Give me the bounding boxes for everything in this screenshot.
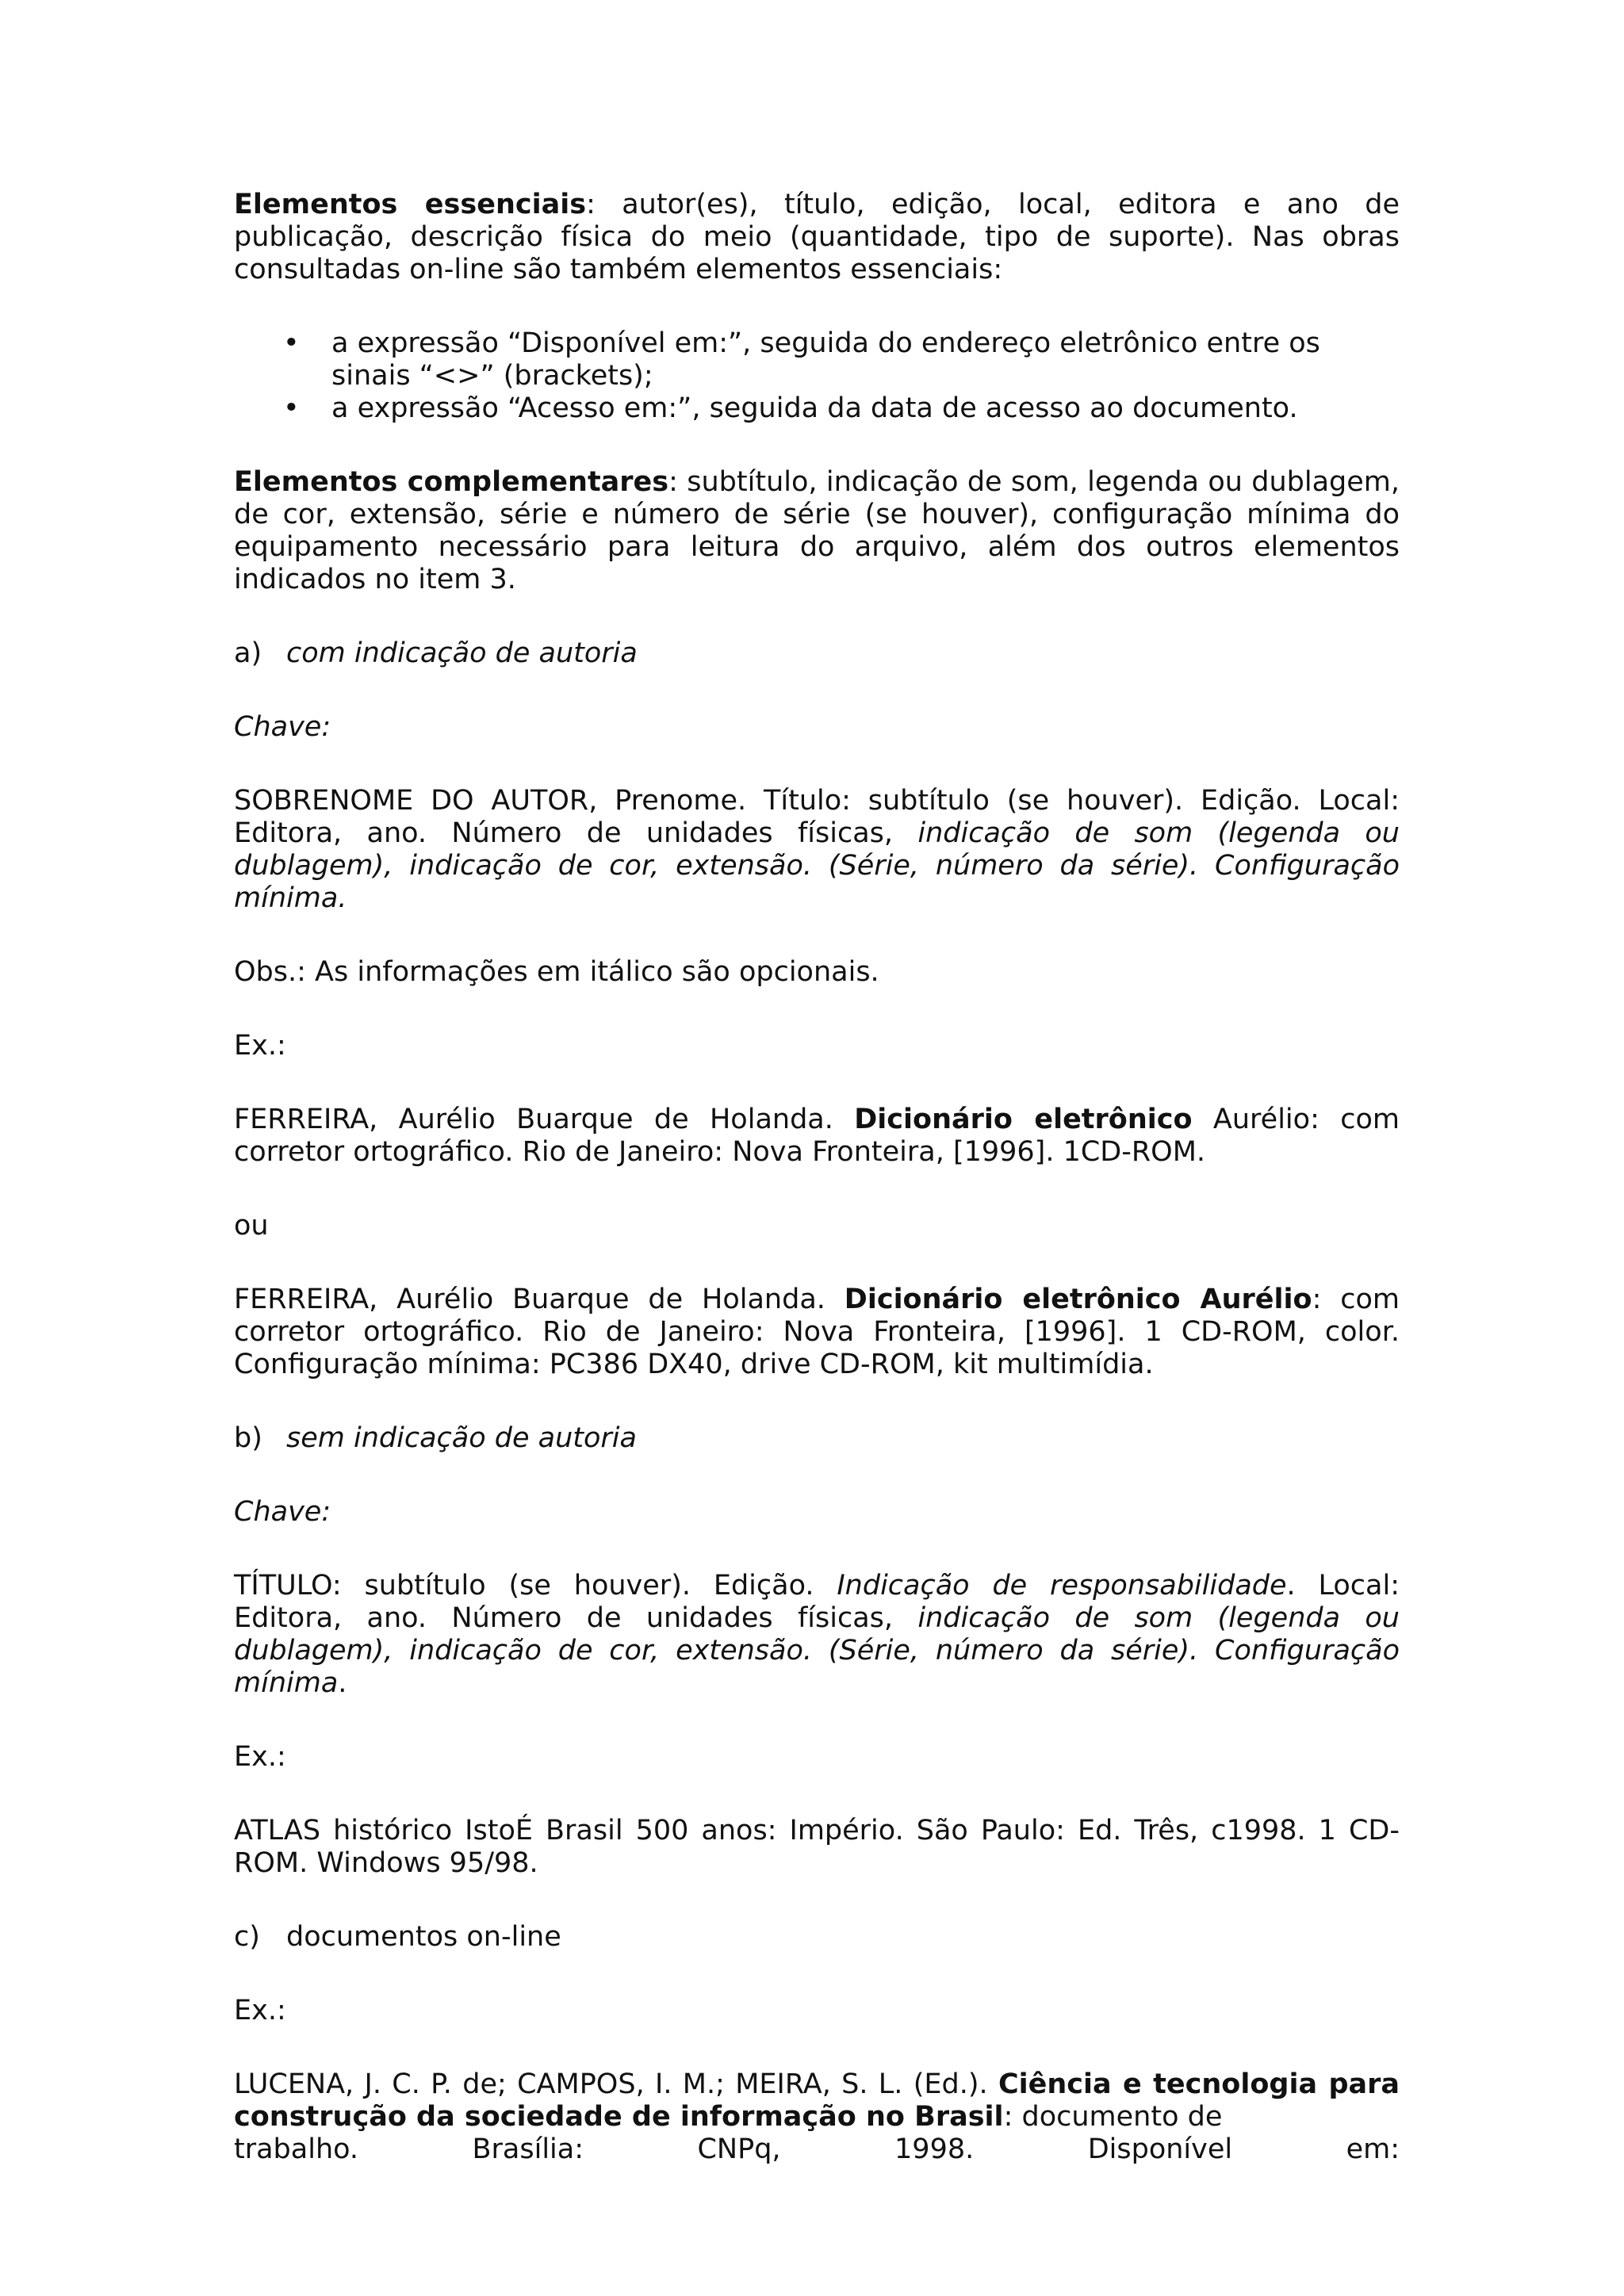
section-b-example: ATLAS histórico IstoÉ Brasil 500 anos: Império. São Paulo: Ed. Três, c1998. 1 CD-ROM. Windows 95/98. [234, 1815, 1400, 1879]
complementary-elements-label: Elementos complementares [234, 466, 669, 498]
section-a-ex-label: Ex.: [234, 1030, 286, 1062]
section-a-letter: a) [234, 637, 262, 669]
section-b-ex-label: Ex.: [234, 1741, 286, 1773]
section-a-example-1: FERREIRA, Aurélio Buarque de Holanda. Dicionário eletrônico Aurélio: com corretor ortográfico. Rio de Janeiro: Nova Fronteira, [1996]. 1CD-ROM. [234, 1104, 1400, 1168]
section-b-chave-text: TÍTULO: subtítulo (se houver). Edição. Indicação de responsabilidade. Local: Editora, ano. Número de unidades físicas, indicação de som (legenda ou dublagem), indicação de cor, extensão. (Série, número da série). Configuração mínima. [234, 1570, 1400, 1699]
section-c-ex-label: Ex.: [234, 1995, 286, 2026]
section-a-ou: ou [234, 1210, 269, 1242]
section-a-heading [234, 637, 1400, 670]
section-b-title: sem indicação de autoria [286, 1422, 637, 1454]
paragraph-essential-elements [234, 189, 1400, 286]
section-b-heading [234, 1422, 1400, 1455]
section-c-title: documentos on-line [286, 1921, 561, 1953]
section-c-letter: c) [234, 1921, 260, 1953]
list-item: • a expressão “Acesso em:”, seguida da data de acesso ao documento. [234, 392, 1400, 425]
section-a-chave-label: Chave: [234, 711, 331, 743]
list-item: • a expressão “Disponível em:”, seguida do endereço eletrônico entre os sinais “<>” (brackets); [234, 327, 1400, 392]
complementary-elements-text: : subtítulo, indicação de som, legenda ou dublagem, de cor, extensão, série e número de série (se houver), configuração mínima do equipamento necessário para leitura do arquivo, além dos outros elementos indicados no item 3. [234, 466, 1400, 595]
section-c-example-last-line: trabalho. Brasília: CNPq, 1998. Disponível em: [234, 2133, 1400, 2165]
essential-elements-label: Elementos essenciais [234, 189, 587, 220]
section-b-letter: b) [234, 1422, 262, 1454]
online-elements-list [234, 327, 1400, 425]
section-a-title: com indicação de autoria [286, 637, 638, 669]
section-c-heading [234, 1921, 1400, 1954]
section-a-example-2: FERREIRA, Aurélio Buarque de Holanda. Dicionário eletrônico Aurélio: com corretor ortográfico. Rio de Janeiro: Nova Fronteira, [1996]. 1 CD-ROM, color. Configuração mínima: PC386 DX40, drive CD-ROM, kit multimídia. [234, 1284, 1400, 1380]
essential-elements-text: : autor(es), título, edição, local, editora e ano de publicação, descrição física do meio (quantidade, tipo de suporte). Nas obras consultadas on-line são também elementos essenciais: [234, 189, 1400, 285]
section-b-chave-label: Chave: [234, 1496, 331, 1528]
section-a-obs: Obs.: As informações em itálico são opcionais. [234, 956, 879, 988]
paragraph-complementary-elements [234, 466, 1400, 596]
document-page [234, 189, 1400, 2166]
section-c-example: LUCENA, J. C. P. de; CAMPOS, I. M.; MEIRA, S. L. (Ed.). Ciência e tecnologia para construção da sociedade de informação no Brasil: documento de [234, 2068, 1400, 2133]
section-a-chave-text: SOBRENOME DO AUTOR, Prenome. Título: subtítulo (se houver). Edição. Local: Editora, ano. Número de unidades físicas, indicação de som (legenda ou dublagem), indicação de cor, extensão. (Série, número da série). Configuração mínima. [234, 785, 1400, 914]
